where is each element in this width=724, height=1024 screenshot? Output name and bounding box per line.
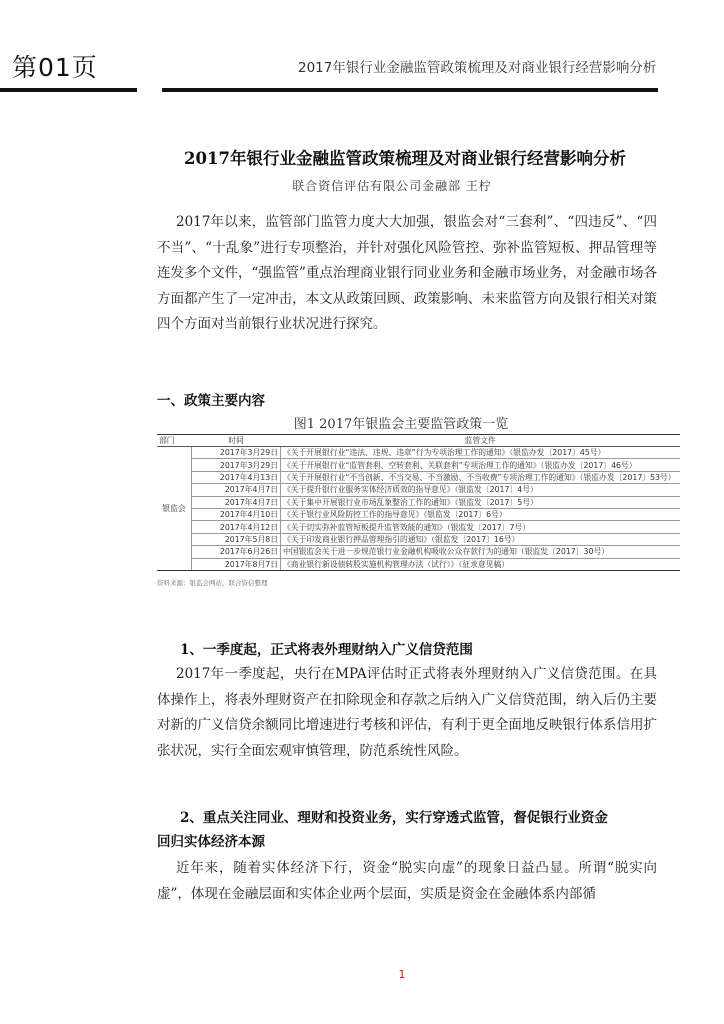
table-cell-document: 《关于提升银行业服务实体经济质效的指导意见》（银监发〔2017〕4号） bbox=[281, 484, 681, 496]
table-cell-date: 2017年4月13日 bbox=[192, 471, 281, 483]
table-cell-document: 《关于开展银行业“不当创新、不当交易、不当激励、不当收费”专项治理工作的通知》（银监办发〔2017〕53号） bbox=[281, 471, 681, 483]
table-cell-date: 2017年4月12日 bbox=[192, 521, 281, 533]
table-cell-document: 《关于银行业风险防控工作的指导意见》（银监发〔2017〕6号） bbox=[281, 508, 681, 520]
table-cell-document: 《关于切实弥补监管短板提升监管效能的通知》（银监发〔2017〕7号） bbox=[281, 521, 681, 533]
table-row bbox=[157, 508, 680, 520]
table-cell-date: 2017年6月26日 bbox=[192, 546, 281, 558]
footer-page-number: 1 bbox=[398, 968, 406, 981]
table-cell-document: 《关于开展银行业“监管套利、空转套利、关联套利”专项治理工作的通知》（银监办发〔2017〕46号） bbox=[281, 459, 681, 471]
table-row bbox=[157, 459, 680, 471]
section-heading: 一、政策主要内容 bbox=[157, 393, 265, 409]
intro-text: 2017年以来，监管部门监管力度大大加强，银监会对“三套利”、“四违反”、“四不当”、“十乱象”进行专项整治，并针对强化风险管控、弥补监管短板、押品管理等连发多个文件，“强监管”重点治理商业银行同业业务和金融市场业务，对金融市场各方面都产生了一定冲击，本文从政策回顾、政策影响、未来监管方向及银行相关对策四个方面对当前银行业状况进行探究。 bbox=[157, 214, 657, 333]
table-cell-date: 2017年4月7日 bbox=[192, 496, 281, 508]
running-header-title: 2017年银行业金融监管政策梳理及对商业银行经营影响分析 bbox=[298, 60, 657, 76]
table-row bbox=[157, 447, 680, 459]
policy-table bbox=[157, 434, 680, 571]
subsection-heading-2-cont: 回归实体经济本源 bbox=[157, 834, 265, 850]
subsection-heading-2: 2、重点关注同业、理财和投资业务，实行穿透式监管，督促银行业资金 bbox=[180, 810, 608, 826]
table-cell-date: 2017年4月7日 bbox=[192, 484, 281, 496]
intro-paragraph bbox=[157, 210, 657, 338]
table-cell-date: 2017年3月29日 bbox=[192, 459, 281, 471]
table-cell-document: 中国银监会关于进一步规范银行业金融机构吸收公众存款行为的通知（银监发〔2017〕30号） bbox=[281, 546, 681, 558]
table-row bbox=[157, 533, 680, 545]
figure-caption: 图1 2017年银监会主要监管政策一览 bbox=[293, 417, 509, 432]
table-cell-document: 《关于印发商业银行押品管理指引的通知》（银监发〔2017〕16号） bbox=[281, 533, 681, 545]
table-header-dept: 部门 bbox=[157, 435, 192, 447]
source-note: 资料来源：银监会网站，联合资信整理 bbox=[157, 579, 268, 587]
table-header-date: 时间 bbox=[192, 435, 281, 447]
table-cell-document: 《关于集中开展银行业市场乱象整治工作的通知》（银监发〔2017〕5号） bbox=[281, 496, 681, 508]
table-cell-date: 2017年4月10日 bbox=[192, 508, 281, 520]
table-cell-department: 银监会 bbox=[157, 447, 192, 571]
table-cell-date: 2017年3月29日 bbox=[192, 447, 281, 459]
subsection-heading-1: 1、一季度起，正式将表外理财纳入广义信贷范围 bbox=[180, 642, 473, 658]
table-row bbox=[157, 496, 680, 508]
header-rule-right bbox=[162, 88, 658, 92]
table-row bbox=[157, 546, 680, 558]
table-cell-document: 《商业银行新设债转股实施机构管理办法（试行）》（征求意见稿） bbox=[281, 558, 681, 570]
subsection-2-paragraph: 近年来，随着实体经济下行，资金“脱实向虚”的现象日益凸显。所谓“脱实向虚”，体现在金融层面和实体企业两个层面，实质是资金在金融体系内部循 bbox=[157, 860, 657, 902]
document-title: 2017年银行业金融监管政策梳理及对商业银行经营影响分析 bbox=[184, 149, 626, 168]
table-header-row bbox=[157, 435, 680, 447]
page-label: 第01页 bbox=[12, 53, 98, 82]
table-cell-document: 《关于开展银行业“违法、违规、违章”行为专项治理工作的通知》（银监办发〔2017〕45号） bbox=[281, 447, 681, 459]
author-line: 联合资信评估有限公司金融部 王柠 bbox=[292, 179, 492, 193]
table-row bbox=[157, 558, 680, 570]
table-header-doc: 监管文件 bbox=[281, 435, 681, 447]
table-row bbox=[157, 521, 680, 533]
table-row bbox=[157, 484, 680, 496]
subsection-1-paragraph: 2017年一季度起，央行在MPA评估时正式将表外理财纳入广义信贷范围。在具体操作上，将表外理财资产在扣除现金和存款之后纳入广义信贷范围，纳入后仍主要对新的广义信贷余额同比增速进行考核和评估，有利于更全面地反映银行体系信用扩张状况，实行全面宏观审慎管理，防范系统性风险。 bbox=[157, 666, 657, 759]
header-rule-left bbox=[0, 88, 137, 92]
table-body bbox=[157, 447, 680, 571]
table-row bbox=[157, 471, 680, 483]
table-cell-date: 2017年5月8日 bbox=[192, 533, 281, 545]
table-cell-date: 2017年8月7日 bbox=[192, 558, 281, 570]
